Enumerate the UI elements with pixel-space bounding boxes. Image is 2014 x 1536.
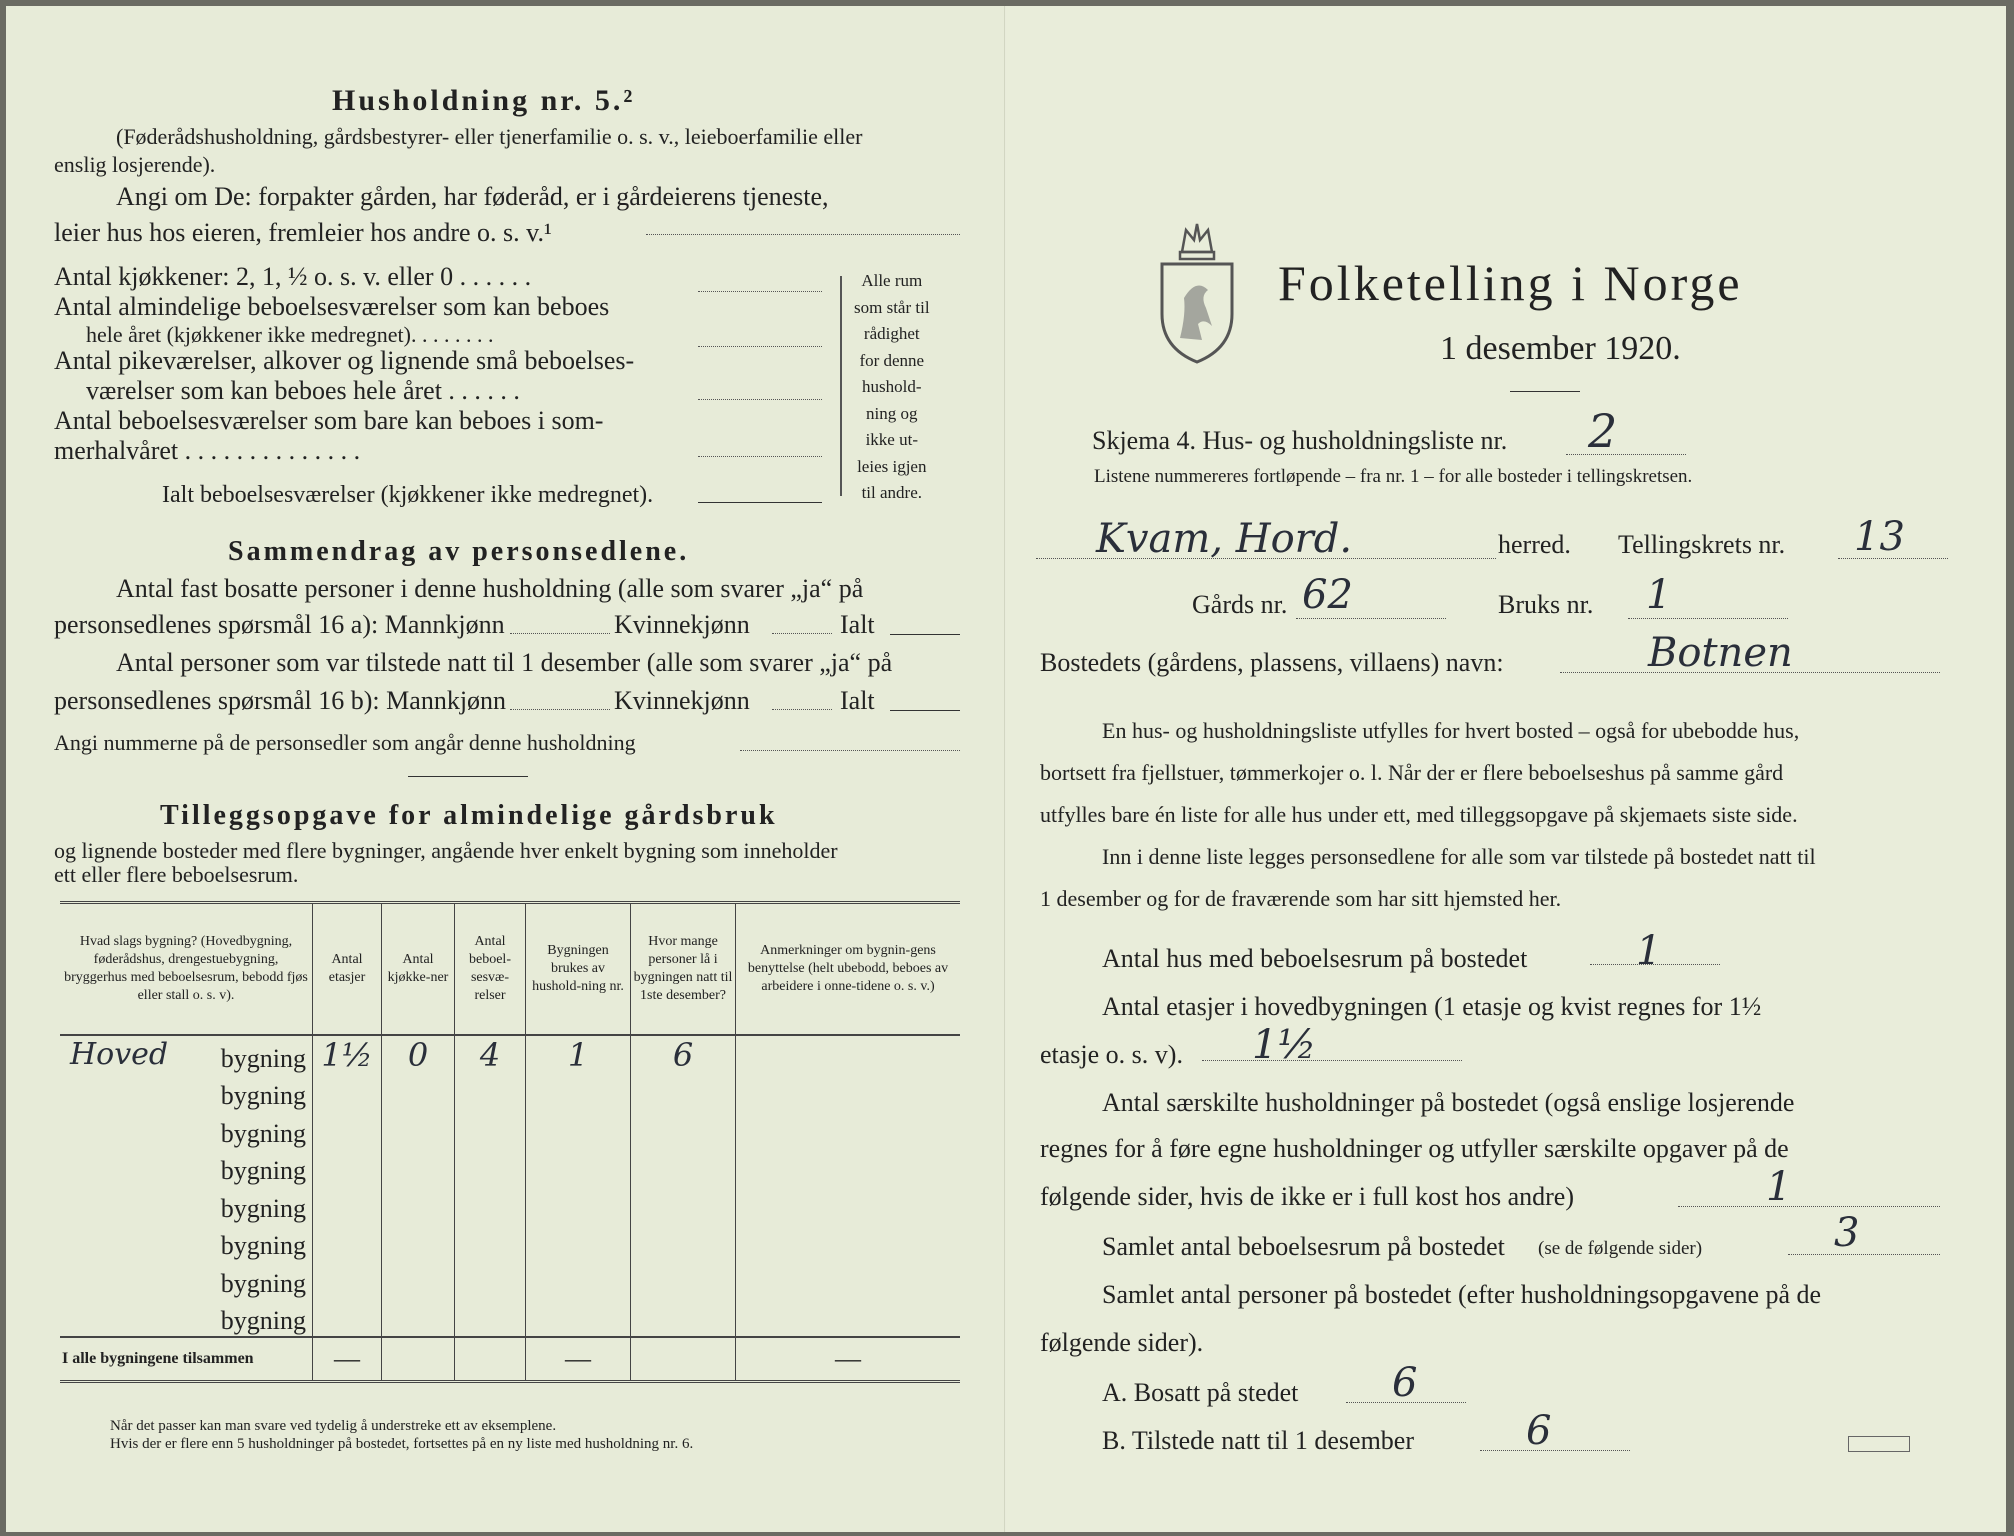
cell-hush	[526, 1224, 631, 1262]
etasjer-label-1: Antal etasjer i hovedbygningen (1 etasje og kvist regnes for 1½	[1102, 992, 1762, 1021]
side-note: Alle rum som står til rådighet for denne hushold- ning og ikke ut- leies igjen til andre.	[854, 271, 930, 502]
gards-label: Gårds nr.	[1192, 590, 1288, 619]
cell-etasjer	[313, 1111, 382, 1149]
tilstede-value: 6	[1526, 1408, 1552, 1454]
rooms-line-5: værelser som kan beboes hele året . . . . . .	[86, 376, 520, 405]
cell-pers	[631, 1261, 736, 1299]
building-type-cell	[60, 1035, 313, 1074]
bosatt-label: A. Bosatt på stedet	[1102, 1378, 1299, 1407]
cell-vaer	[455, 1299, 526, 1338]
summary-mann-line-1	[510, 633, 610, 634]
col-header-vaerelser: Antal beboel-sesvæ-relser	[455, 903, 526, 1035]
household-title: Husholdning nr. 5.²	[332, 84, 636, 117]
total-husholdning: —	[526, 1337, 631, 1381]
rooms-line-1: Antal kjøkkener: 2, 1, ½ o. s. v. eller 0 . . . . . .	[54, 262, 532, 291]
table-row	[60, 1186, 960, 1224]
cell-kjokken	[382, 1074, 455, 1112]
bruks-value: 1	[1646, 572, 1672, 618]
husholdninger-label-2: regnes for å føre egne husholdninger og utfyller særskilte opgaver på de	[1040, 1134, 1789, 1163]
bygning-label: bygning	[220, 1043, 306, 1073]
bygning-label: bygning	[220, 1081, 306, 1110]
herred-value: Kvam, Hord.	[1096, 516, 1353, 562]
intro-line-2: enslig losjerende).	[54, 152, 216, 177]
building-type-cell	[60, 1186, 313, 1224]
cell-etasjer	[313, 1186, 382, 1224]
census-date: 1 desember 1920.	[1440, 330, 1681, 367]
census-title: Folketelling i Norge	[1278, 255, 1743, 311]
cell-vaer	[455, 1224, 526, 1262]
cell-vaer	[455, 1261, 526, 1299]
building-type-cell	[60, 1111, 313, 1149]
cell-pers: 6	[631, 1035, 736, 1074]
col-header-type: Hvad slags bygning? (Hovedbygning, føderådshus, drengestuebygning, bryggerhus med beboelsesrum, bebodd fjøs eller stall o. s. v).	[60, 903, 313, 1035]
cell-etasjer: 1½	[313, 1035, 382, 1074]
bygning-label: bygning	[220, 1306, 306, 1335]
rooms-answer-line-1	[698, 291, 822, 292]
angi-line-2: leier hus hos eieren, fremleier hos andre o. s. v.¹	[54, 218, 552, 247]
building-type-cell	[60, 1149, 313, 1187]
col-header-personer: Hvor mange personer lå i bygningen natt til 1ste desember?	[631, 903, 736, 1035]
table-row	[60, 1035, 960, 1074]
buildings-table	[60, 901, 960, 1383]
summary-ialt-2: Ialt	[840, 686, 875, 715]
summary-line-9: Angi nummerne på de personsedler som angår denne husholdning	[54, 730, 636, 755]
listene-note: Listene nummereres fortløpende – fra nr. 1 – for alle bosteder i tellingskretsen.	[1094, 466, 1693, 487]
cell-pers	[631, 1299, 736, 1338]
rooms-line-7: merhalvåret . . . . . . . . . . . . . .	[54, 436, 361, 465]
cell-anmerkninger	[736, 1299, 961, 1338]
title-rule	[1510, 391, 1580, 392]
gards-value: 62	[1302, 572, 1353, 618]
bosted-label: Bostedets (gårdens, plassens, villaens) navn:	[1040, 648, 1504, 677]
table-row	[60, 1224, 960, 1262]
cell-kjokken	[382, 1186, 455, 1224]
bygning-label: bygning	[220, 1193, 306, 1223]
antal-hus-label: Antal hus med beboelsesrum på bostedet	[1102, 944, 1528, 973]
col-header-kjokkener: Antal kjøkke-ner	[382, 903, 455, 1035]
col-header-anmerkninger: Anmerkninger om bygnin-gens benyttelse (helt ubebodd, beboes av arbeidere i onne-tidene o. s. v.)	[747, 942, 949, 994]
husholdninger-label-3: følgende sider, hvis de ikke er i full kost hos andre)	[1040, 1182, 1574, 1211]
coat-of-arms-icon	[1156, 218, 1238, 366]
cell-vaer	[455, 1149, 526, 1187]
bygning-label: bygning	[220, 1268, 306, 1298]
personer-label-2: følgende sider).	[1040, 1328, 1204, 1357]
total-label: I alle bygningene tilsammen	[60, 1337, 313, 1381]
antal-hus-value: 1	[1636, 928, 1662, 974]
etasjer-label-2: etasje o. s. v).	[1040, 1040, 1183, 1069]
rooms-line-4: Antal pikeværelser, alkover og lignende små beboelses-	[54, 346, 635, 375]
cell-vaer	[455, 1111, 526, 1149]
cell-anmerkninger	[736, 1149, 961, 1187]
antal-hus-line	[1590, 964, 1720, 965]
bruks-line	[1628, 618, 1788, 619]
extra-intro-1: og lignende bosteder med flere bygninger, angående hver enkelt bygning som inneholder	[54, 838, 838, 863]
angi-line-1: Angi om De: forpakter gården, har føderåd, er i gårdeierens tjeneste,	[116, 182, 829, 211]
bygning-label: bygning	[220, 1118, 306, 1148]
divider	[408, 776, 528, 777]
summary-ialt-line-2	[890, 710, 960, 711]
gards-line	[1296, 618, 1446, 619]
instruction-5: 1 desember og for de fraværende som har sitt hjemsted her.	[1040, 886, 1562, 911]
cell-kjokken	[382, 1299, 455, 1338]
building-type-cell	[60, 1299, 313, 1338]
cell-hush	[526, 1149, 631, 1187]
tilstede-line	[1480, 1450, 1630, 1451]
right-page	[1006, 6, 2006, 1532]
rooms-line-6: Antal beboelsesværelser som bare kan beboes i som-	[54, 406, 604, 435]
building-type-cell	[60, 1074, 313, 1112]
skjema-label: Skjema 4. Hus- og husholdningsliste nr.	[1092, 426, 1508, 455]
cell-anmerkninger	[736, 1224, 961, 1262]
summary-line-5: Antal personer som var tilstede natt til 1 desember (alle som svarer „ja“ på	[116, 648, 893, 677]
extra-intro-2: ett eller flere beboelsesrum.	[54, 862, 299, 887]
cell-etasjer	[313, 1261, 382, 1299]
herred-line	[1036, 558, 1496, 559]
footnote-1: Når det passer kan man svare ved tydelig å understreke ett av eksemplene.	[110, 1418, 557, 1434]
tellingskrets-value: 13	[1854, 514, 1905, 560]
beboelsesrum-label: Samlet antal beboelsesrum på bostedet	[1102, 1232, 1505, 1261]
rooms-line-3: hele året (kjøkkener ikke medregnet). . . . . . . .	[86, 322, 494, 347]
instruction-1: En hus- og husholdningsliste utfylles for hvert bosted – også for ubebodde hus,	[1102, 718, 1800, 743]
summary-ialt-1: Ialt	[840, 610, 875, 639]
total-anmerkninger: —	[835, 1343, 861, 1373]
cell-anmerkninger	[736, 1261, 961, 1299]
cell-vaer	[455, 1074, 526, 1112]
cell-hush	[526, 1186, 631, 1224]
table-row	[60, 1074, 960, 1112]
husholdninger-value: 1	[1766, 1164, 1792, 1210]
rooms-answer-line-2	[698, 346, 822, 347]
summary-mann-line-2	[510, 709, 610, 710]
cell-kjokken	[382, 1111, 455, 1149]
summary-line-6: personsedlenes spørsmål 16 b): Mannkjønn	[54, 686, 507, 715]
rooms-answer-line-3	[698, 399, 822, 400]
footnote-2: Hvis der er flere enn 5 husholdninger på bostedet, fortsettes på en ny liste med husholdning nr. 6.	[110, 1436, 694, 1452]
bosted-line	[1560, 672, 1940, 673]
cell-hush	[526, 1261, 631, 1299]
cell-pers	[631, 1149, 736, 1187]
husholdninger-line	[1678, 1206, 1940, 1207]
beboelsesrum-line	[1788, 1254, 1940, 1255]
personer-label-1: Samlet antal personer på bostedet (efter husholdningsopgavene på de	[1102, 1280, 1822, 1309]
cell-anmerkninger	[736, 1035, 961, 1074]
cell-kjokken	[382, 1149, 455, 1187]
bosted-value: Botnen	[1648, 630, 1793, 676]
angi-answer-line	[646, 234, 960, 235]
left-page	[6, 6, 1006, 1532]
etasjer-line	[1202, 1060, 1462, 1061]
bruks-label: Bruks nr.	[1498, 590, 1594, 619]
bracket	[840, 276, 844, 496]
intro-line-1: (Føderådshusholdning, gårdsbestyrer- eller tjenerfamilie o. s. v., leieboerfamilie eller	[116, 124, 863, 149]
cell-vaer	[455, 1186, 526, 1224]
rooms-line-2: Antal almindelige beboelsesværelser som kan beboes	[54, 292, 610, 321]
table-row	[60, 1261, 960, 1299]
summary-kvinne-2: Kvinnekjønn	[614, 686, 750, 715]
extra-title: Tilleggsopgave for almindelige gårdsbruk	[160, 800, 778, 831]
bygning-label: bygning	[220, 1231, 306, 1260]
herred-label: herred.	[1498, 530, 1571, 559]
cell-hush	[526, 1074, 631, 1112]
husholdninger-label-1: Antal særskilte husholdninger på bostedet (også enslige losjerende	[1102, 1088, 1795, 1117]
cell-pers	[631, 1224, 736, 1262]
summary-line-2: personsedlenes spørsmål 16 a): Mannkjønn	[54, 610, 505, 639]
etasjer-value: 1½	[1252, 1022, 1317, 1068]
instruction-2: bortsett fra fjellstuer, tømmerkojer o. l. Når der er flere beboelseshus på samme gård	[1040, 760, 1784, 785]
table-row	[60, 1111, 960, 1149]
bygning-label: bygning	[220, 1156, 306, 1185]
summary-line-1: Antal fast bosatte personer i denne husholdning (alle som svarer „ja“ på	[116, 574, 864, 603]
col-header-etasjer: Antal etasjer	[313, 903, 382, 1035]
summary-kvinne-line-2	[772, 709, 832, 710]
cell-vaer: 4	[455, 1035, 526, 1074]
cell-hush: 1	[526, 1035, 631, 1074]
cell-etasjer	[313, 1074, 382, 1112]
total-etasjer: —	[313, 1337, 382, 1381]
cell-etasjer	[313, 1224, 382, 1262]
table-row	[60, 1299, 960, 1338]
cell-kjokken	[382, 1224, 455, 1262]
rooms-total-line	[698, 502, 822, 503]
tilstede-label: B. Tilstede natt til 1 desember	[1102, 1426, 1414, 1455]
cell-anmerkninger	[736, 1186, 961, 1224]
tellingskrets-label: Tellingskrets nr.	[1618, 530, 1786, 559]
table-row	[60, 1149, 960, 1187]
instruction-4: Inn i denne liste legges personsedlene for alle som var tilstede på bostedet natt til	[1102, 844, 1816, 869]
tellingskrets-line	[1838, 558, 1948, 559]
col-header-husholdning: Bygningen brukes av hushold-ning nr.	[526, 903, 631, 1035]
building-name: Hoved	[70, 1036, 169, 1072]
summary-title: Sammendrag av personsedlene.	[228, 536, 690, 567]
cell-kjokken	[382, 1261, 455, 1299]
summary-kvinne-line-1	[772, 633, 832, 634]
summary-ialt-line-1	[890, 634, 960, 635]
building-type-cell	[60, 1261, 313, 1299]
cell-etasjer	[313, 1299, 382, 1338]
skjema-nr-line	[1566, 454, 1686, 455]
bosatt-line	[1346, 1402, 1466, 1403]
beboelsesrum-note: (se de følgende sider)	[1538, 1238, 1703, 1259]
beboelsesrum-value: 3	[1834, 1210, 1860, 1256]
cell-pers	[631, 1111, 736, 1149]
skjema-nr: 2	[1588, 404, 1618, 458]
cell-pers	[631, 1186, 736, 1224]
cell-etasjer	[313, 1149, 382, 1187]
rooms-answer-line-4	[698, 456, 822, 457]
instruction-3: utfylles bare én liste for alle hus under ett, med tilleggsopgave på skjemaets siste side.	[1040, 802, 1798, 827]
bosatt-value: 6	[1392, 1360, 1418, 1406]
cell-hush	[526, 1299, 631, 1338]
cell-kjokken: 0	[382, 1035, 455, 1074]
rooms-total: Ialt beboelsesværelser (kjøkkener ikke medregnet).	[162, 482, 654, 508]
printer-stamp	[1848, 1436, 1910, 1452]
cell-hush	[526, 1111, 631, 1149]
building-type-cell	[60, 1224, 313, 1262]
cell-pers	[631, 1074, 736, 1112]
summary-numbers-line	[740, 750, 960, 751]
cell-anmerkninger	[736, 1074, 961, 1112]
cell-anmerkninger	[736, 1111, 961, 1149]
summary-kvinne-1: Kvinnekjønn	[614, 610, 750, 639]
